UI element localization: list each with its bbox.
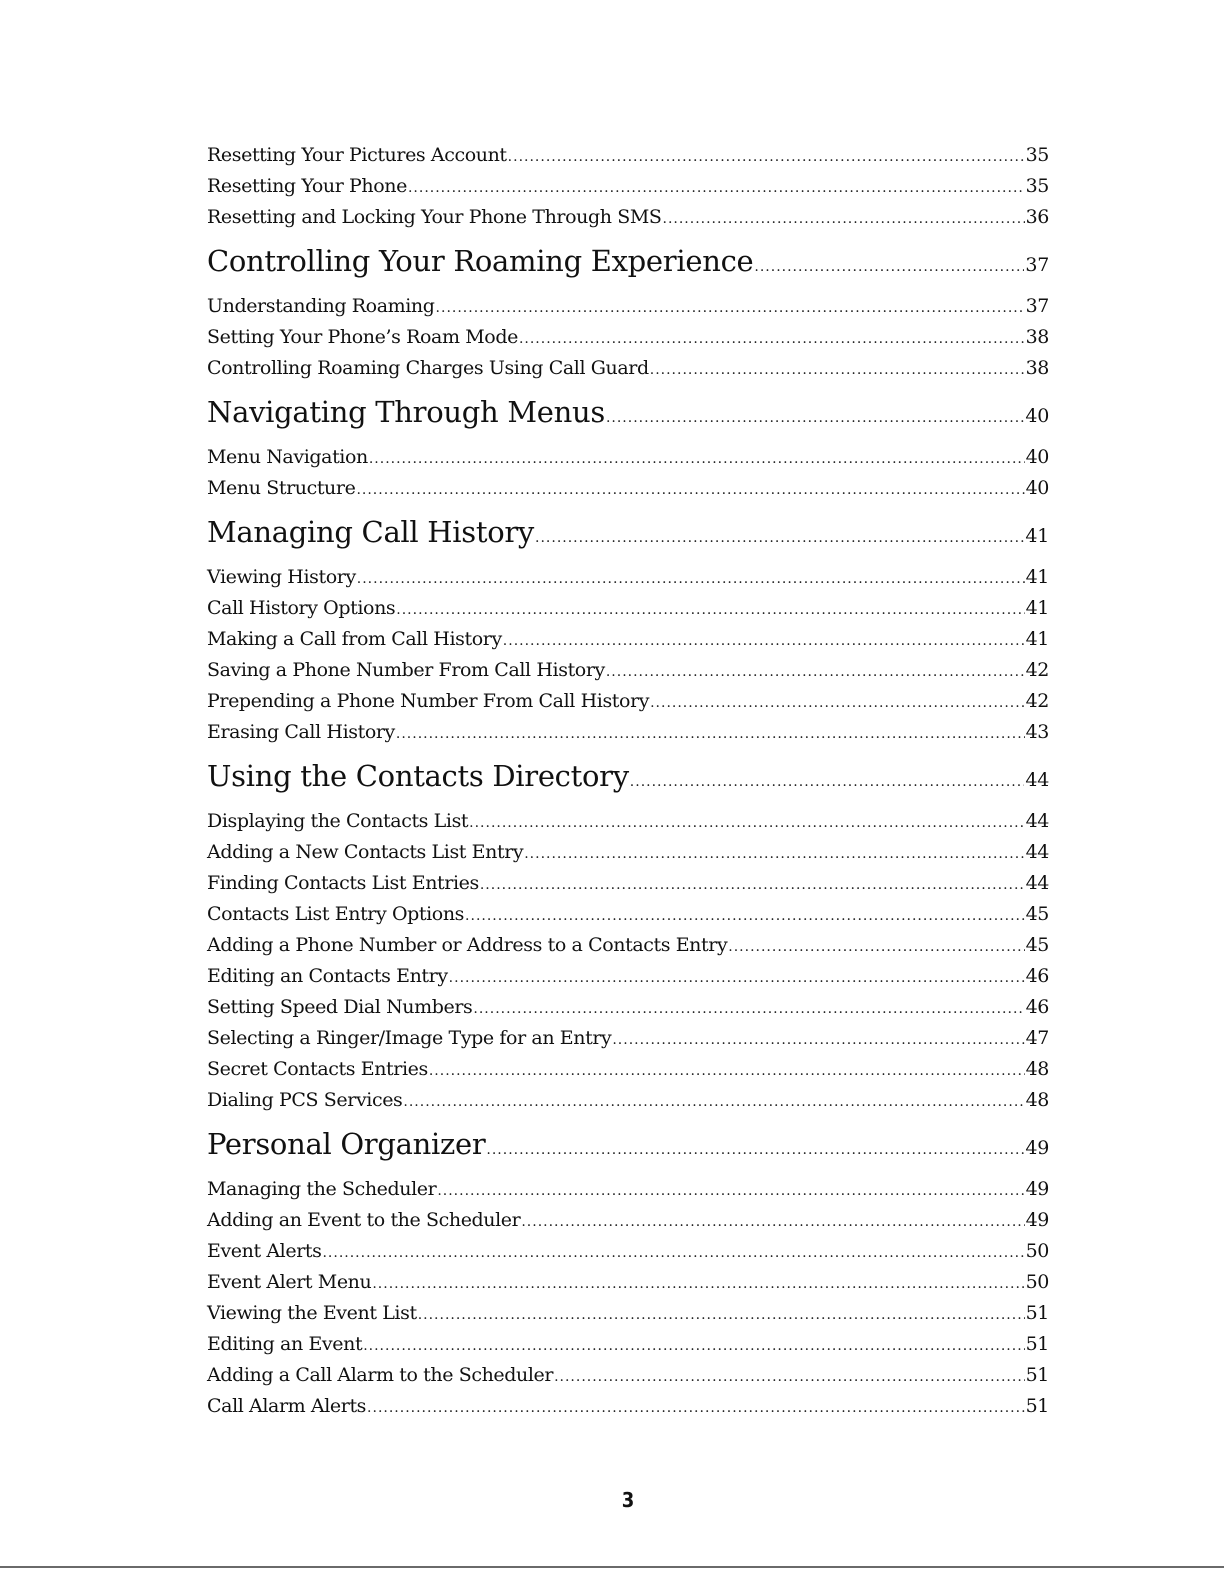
toc-entry[interactable] <box>207 1267 1049 1298</box>
toc-entry[interactable] <box>207 1360 1049 1391</box>
dot-leader <box>469 808 1024 839</box>
section-title: Managing Call History <box>207 515 535 549</box>
dot-leader <box>403 1087 1024 1118</box>
toc-entry[interactable] <box>207 322 1049 353</box>
toc-entry[interactable] <box>207 1298 1049 1329</box>
dot-leader <box>754 243 1024 291</box>
dot-leader <box>372 1269 1024 1300</box>
toc-entry[interactable] <box>207 593 1049 624</box>
entry-page-number: 35 <box>1025 144 1049 166</box>
toc-entry[interactable] <box>207 1391 1049 1422</box>
entry-page-number: 47 <box>1025 1027 1049 1049</box>
entry-label: Saving a Phone Number From Call History <box>207 659 605 681</box>
entry-label: Contacts List Entry Options <box>207 903 465 925</box>
entry-label: Menu Navigation <box>207 446 368 468</box>
entry-label: Making a Call from Call History <box>207 628 502 650</box>
toc-entry[interactable] <box>207 899 1049 930</box>
entry-page-number: 41 <box>1025 597 1049 619</box>
dot-leader <box>606 657 1025 688</box>
dot-leader <box>521 1207 1024 1238</box>
entry-page-number: 35 <box>1025 175 1049 197</box>
dot-leader <box>473 994 1024 1025</box>
section-title: Navigating Through Menus <box>207 395 605 429</box>
dot-leader <box>630 758 1025 806</box>
section-page-number: 44 <box>1025 769 1049 791</box>
dot-leader <box>449 963 1025 994</box>
toc-entry[interactable] <box>207 562 1049 593</box>
dot-leader <box>728 932 1024 963</box>
dot-leader <box>363 1331 1024 1362</box>
dot-leader <box>369 444 1025 475</box>
entry-label: Erasing Call History <box>207 721 395 743</box>
entry-label: Resetting Your Phone <box>207 175 407 197</box>
entry-page-number: 38 <box>1025 357 1049 379</box>
toc-entry[interactable] <box>207 442 1049 473</box>
dot-leader <box>650 688 1025 719</box>
toc-entry[interactable] <box>207 202 1049 233</box>
entry-label: Call History Options <box>207 597 396 619</box>
entry-page-number: 51 <box>1025 1364 1049 1386</box>
toc-entry[interactable] <box>207 1236 1049 1267</box>
dot-leader <box>357 564 1025 595</box>
dot-leader <box>480 870 1025 901</box>
entry-page-number: 46 <box>1025 996 1049 1018</box>
entry-page-number: 38 <box>1025 326 1049 348</box>
toc-section <box>207 508 1049 748</box>
section-title: Personal Organizer <box>207 1127 486 1161</box>
toc-entry[interactable] <box>207 1329 1049 1360</box>
entry-label: Event Alerts <box>207 1240 322 1262</box>
entry-page-number: 49 <box>1025 1209 1049 1231</box>
entry-page-number: 37 <box>1025 295 1049 317</box>
entry-label: Understanding Roaming <box>207 295 435 317</box>
entry-page-number: 46 <box>1025 965 1049 987</box>
toc-entry[interactable] <box>207 961 1049 992</box>
entry-label: Editing an Event <box>207 1333 363 1355</box>
section-page-number: 49 <box>1025 1137 1049 1159</box>
entry-page-number: 44 <box>1025 841 1049 863</box>
toc-entry[interactable] <box>207 473 1049 504</box>
entry-label: Adding a Phone Number or Address to a Contacts Entry <box>207 934 728 956</box>
entry-page-number: 44 <box>1025 810 1049 832</box>
page-bottom-edge <box>0 1566 1224 1568</box>
toc-heading[interactable] <box>207 752 1049 800</box>
toc-entry[interactable] <box>207 1085 1049 1116</box>
entry-label: Call Alarm Alerts <box>207 1395 367 1417</box>
toc-entry[interactable] <box>207 717 1049 748</box>
section-title: Controlling Your Roaming Experience <box>207 244 754 278</box>
toc-entry[interactable] <box>207 655 1049 686</box>
toc-section <box>207 1120 1049 1422</box>
entry-page-number: 41 <box>1025 566 1049 588</box>
entry-label: Event Alert Menu <box>207 1271 372 1293</box>
dot-leader <box>519 324 1025 355</box>
toc-section <box>207 140 1049 233</box>
entry-page-number: 50 <box>1025 1271 1049 1293</box>
toc-entry[interactable] <box>207 1174 1049 1205</box>
toc-entry[interactable] <box>207 686 1049 717</box>
toc-heading[interactable] <box>207 237 1049 285</box>
toc-entry[interactable] <box>207 930 1049 961</box>
entry-page-number: 41 <box>1025 628 1049 650</box>
dot-leader <box>663 204 1025 235</box>
entry-page-number: 48 <box>1025 1089 1049 1111</box>
toc-entry[interactable] <box>207 1054 1049 1085</box>
entry-label: Managing the Scheduler <box>207 1178 437 1200</box>
entry-page-number: 42 <box>1025 690 1049 712</box>
entry-label: Secret Contacts Entries <box>207 1058 428 1080</box>
toc-entry[interactable] <box>207 624 1049 655</box>
entry-label: Adding a Call Alarm to the Scheduler <box>207 1364 554 1386</box>
entry-label: Controlling Roaming Charges Using Call Guard <box>207 357 649 379</box>
dot-leader <box>606 394 1024 442</box>
dot-leader <box>612 1025 1024 1056</box>
entry-page-number: 51 <box>1025 1333 1049 1355</box>
toc-entry[interactable] <box>207 1205 1049 1236</box>
entry-page-number: 40 <box>1025 477 1049 499</box>
dot-leader <box>437 1176 1024 1207</box>
dot-leader <box>396 595 1024 626</box>
entry-page-number: 40 <box>1025 446 1049 468</box>
toc-heading[interactable] <box>207 508 1049 556</box>
entry-label: Editing an Contacts Entry <box>207 965 448 987</box>
entry-label: Resetting Your Pictures Account <box>207 144 507 166</box>
entry-page-number: 51 <box>1025 1302 1049 1324</box>
dot-leader <box>429 1056 1025 1087</box>
entry-label: Viewing the Event List <box>207 1302 417 1324</box>
entry-page-number: 49 <box>1025 1178 1049 1200</box>
dot-leader <box>554 1362 1025 1393</box>
dot-leader <box>508 142 1025 173</box>
entry-page-number: 48 <box>1025 1058 1049 1080</box>
entry-label: Finding Contacts List Entries <box>207 872 479 894</box>
entry-label: Adding an Event to the Scheduler <box>207 1209 521 1231</box>
entry-page-number: 43 <box>1025 721 1049 743</box>
dot-leader <box>465 901 1025 932</box>
entry-page-number: 45 <box>1025 934 1049 956</box>
dot-leader <box>322 1238 1024 1269</box>
toc-section <box>207 752 1049 1116</box>
entry-page-number: 36 <box>1025 206 1049 228</box>
section-title: Using the Contacts Directory <box>207 759 629 793</box>
dot-leader <box>486 1126 1024 1174</box>
toc-section <box>207 388 1049 504</box>
dot-leader <box>524 839 1024 870</box>
toc-entry[interactable] <box>207 837 1049 868</box>
section-page-number: 37 <box>1025 254 1049 276</box>
toc-entry[interactable] <box>207 1023 1049 1054</box>
entry-label: Resetting and Locking Your Phone Through SMS <box>207 206 662 228</box>
dot-leader <box>503 626 1025 657</box>
toc-heading[interactable] <box>207 1120 1049 1168</box>
toc-heading[interactable] <box>207 388 1049 436</box>
entry-page-number: 44 <box>1025 872 1049 894</box>
dot-leader <box>408 173 1025 204</box>
entry-label: Setting Your Phone’s Roam Mode <box>207 326 518 348</box>
entry-label: Displaying the Contacts List <box>207 810 469 832</box>
toc-entry[interactable] <box>207 140 1049 171</box>
entry-page-number: 42 <box>1025 659 1049 681</box>
dot-leader <box>650 355 1025 386</box>
table-of-contents <box>207 140 1049 1422</box>
entry-label: Setting Speed Dial Numbers <box>207 996 473 1018</box>
page-number: 3 <box>621 1488 635 1512</box>
toc-section <box>207 237 1049 384</box>
entry-label: Prepending a Phone Number From Call History <box>207 690 650 712</box>
entry-label: Adding a New Contacts List Entry <box>207 841 524 863</box>
entry-page-number: 51 <box>1025 1395 1049 1417</box>
entry-label: Selecting a Ringer/Image Type for an Entry <box>207 1027 612 1049</box>
section-page-number: 40 <box>1025 405 1049 427</box>
entry-page-number: 50 <box>1025 1240 1049 1262</box>
toc-entry[interactable] <box>207 868 1049 899</box>
toc-entry[interactable] <box>207 806 1049 837</box>
dot-leader <box>418 1300 1025 1331</box>
toc-entry[interactable] <box>207 291 1049 322</box>
dot-leader <box>396 719 1025 750</box>
entry-label: Dialing PCS Services <box>207 1089 403 1111</box>
section-page-number: 41 <box>1025 525 1049 547</box>
toc-entry[interactable] <box>207 353 1049 384</box>
entry-page-number: 45 <box>1025 903 1049 925</box>
dot-leader <box>367 1393 1025 1424</box>
toc-entry[interactable] <box>207 171 1049 202</box>
dot-leader <box>535 514 1024 562</box>
dot-leader <box>436 293 1025 324</box>
toc-entry[interactable] <box>207 992 1049 1023</box>
dot-leader <box>356 475 1024 506</box>
entry-label: Menu Structure <box>207 477 356 499</box>
entry-label: Viewing History <box>207 566 356 588</box>
